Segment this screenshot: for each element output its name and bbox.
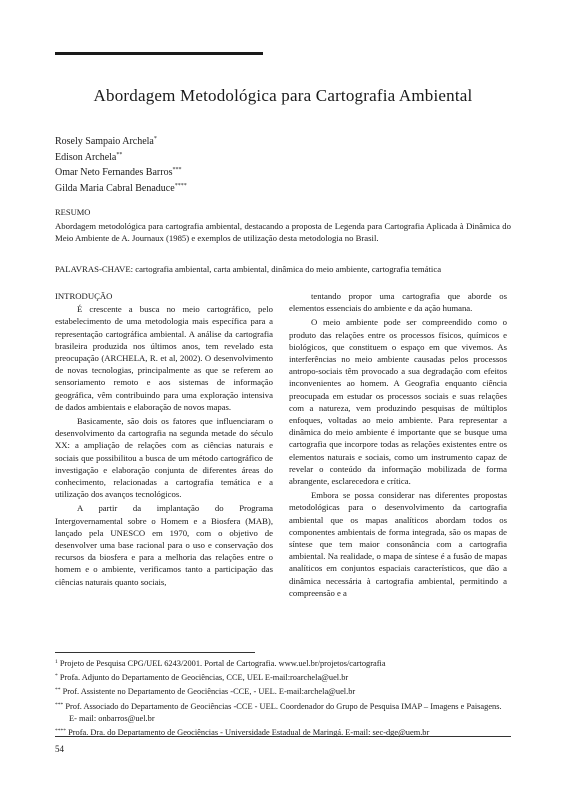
- footnote: * Profa. Adjunto do Departamento de Geociências, CCE, UEL E-mail:roarchela@uel.br: [55, 673, 349, 683]
- abstract-text: Abordagem metodológica para cartografia ambiental, destacando a proposta de Legenda para Cartografia Aplicada à Dinâmica do Meio Ambiente de A. Journaux (1985) e exemplos de utilização desta metodologia no Brasil.: [55, 221, 511, 243]
- page-number-rule: [55, 736, 511, 737]
- author-2: Edison Archela**: [55, 151, 123, 163]
- page-number: 54: [55, 744, 64, 754]
- author-list: [55, 133, 187, 195]
- abstract-heading: RESUMO: [55, 207, 91, 217]
- author-3: Omar Neto Fernandes Barros***: [55, 167, 182, 178]
- paragraph: A partir da implantação do Programa Intergovernamental sobre o Homem e a Biosfera (MAB), lançado pela UNESCO em 1970, com o objetivo de desenvolver uma base racional para o uso e conservação dos recursos da biosfera e para a melhoria das relações entre o homem e o ambiente, verificamos tanto a participação das ciências naturais quanto sociais,: [55, 503, 273, 587]
- header-rule: [55, 52, 263, 55]
- paragraph: Basicamente, são dois os fatores que influenciaram o desenvolvimento da cartografia na segunda metade do século XX: a ampliação de relações com as ciências naturais e sociais que possibilitou a busca de um método cartográfico de investigação e elaboração conjunta de diferentes áreas do conhecimento, relacionadas a cartografia temática e a utilização dos avanços tecnológicos.: [55, 416, 273, 500]
- section-heading-introduction: INTRODUÇÃO: [55, 291, 113, 301]
- paragraph: tentando propor uma cartografia que aborde os elementos essenciais do ambiente e da ação humana.: [289, 291, 507, 314]
- right-column: [289, 290, 507, 601]
- footnote: **** Profa. Dra. do Departamento de Geociências - Universidade Estadual de Maringá. E-mail: sec-dge@uem.br: [55, 728, 430, 738]
- left-column: [55, 290, 273, 590]
- keywords: PALAVRAS-CHAVE: cartografia ambiental, carta ambiental, dinâmica do meio ambiente, cartografia temática: [55, 264, 442, 274]
- footnote: ** Prof. Assistente no Departamento de Geociências -CCE, - UEL. E-mail:archela@uel.br: [55, 687, 356, 697]
- footnote: *** Prof. Associado do Departamento de Geociências -CCE - UEL. Coordenador do Grupo de Pesquisa IMAP – Imagens e Paisagens. E- mail: onbarros@uel.br: [55, 701, 502, 723]
- paragraph: O meio ambiente pode ser compreendido como o produto das relações entre os processos físicos, químicos e biológicos, que constituem o espaço em que vivemos. As interferências no meio ambiente causadas pelos processos antropo-sociais têm provocado a sua degradação com efeitos inconvenientes ao homem. A Geografia enquanto ciência preocupada em estudar os processos sociais e suas relações com a natureza, vem produzindo pesquisas de múltiplos enfoques, voltadas ao meio ambiente. Para representar a dinâmica do meio ambiente é importante que se busque uma cartografia que incorpore todas as relações existentes entre os elementos naturais e sociais, como um instrumento capaz de revelar o conteúdo da informação mobilizada de forma abrangente, esclarecedora e crítica.: [289, 317, 507, 487]
- author-1: Rosely Sampaio Archela*: [55, 136, 157, 147]
- paragraph: Embora se possa considerar nas diferentes propostas metodológicas para o desenvolvimento da cartografia ambiental que os mapas analíticos abordam todos os componentes ambientais de forma integrada, são os mapas de síntese que tem maior consonância com a cartografia ambiental. Na realidade, o mapa de síntese é a fusão de mapas analíticos em conjuntos espaciais característicos, que dão a dinâmica necessária à cartografia ambiental, permitindo a compreensão e a: [289, 490, 507, 598]
- paragraph: É crescente a busca no meio cartográfico, pelo estabelecimento de uma metodologia mais específica para a representação cartográfica ambiental. A análise da cartografia brasileira produzida nos últimos anos, tem revelado esta preocupação (ARCHELA, R. et al, 2002). O desenvolvimento de novas tecnologias, principalmente as que se referem ao sensoriamento remoto e aos sistemas de informação geográfica, vêm contribuindo para uma exploração intensiva de dados ambientais e elaboração de novos mapas.: [55, 304, 273, 412]
- footnote: $^1$ Projeto de Pesquisa CPG/UEL 6243/2001. Portal de Cartografia. www.uel.br/projetos/cartografia: [55, 659, 386, 668]
- author-4: Gilda Maria Cabral Benaduce****: [55, 182, 187, 194]
- footnotes: [55, 656, 511, 739]
- footnote-rule: [55, 652, 255, 653]
- paper-title: Abordagem Metodológica para Cartografia Ambiental: [93, 86, 473, 105]
